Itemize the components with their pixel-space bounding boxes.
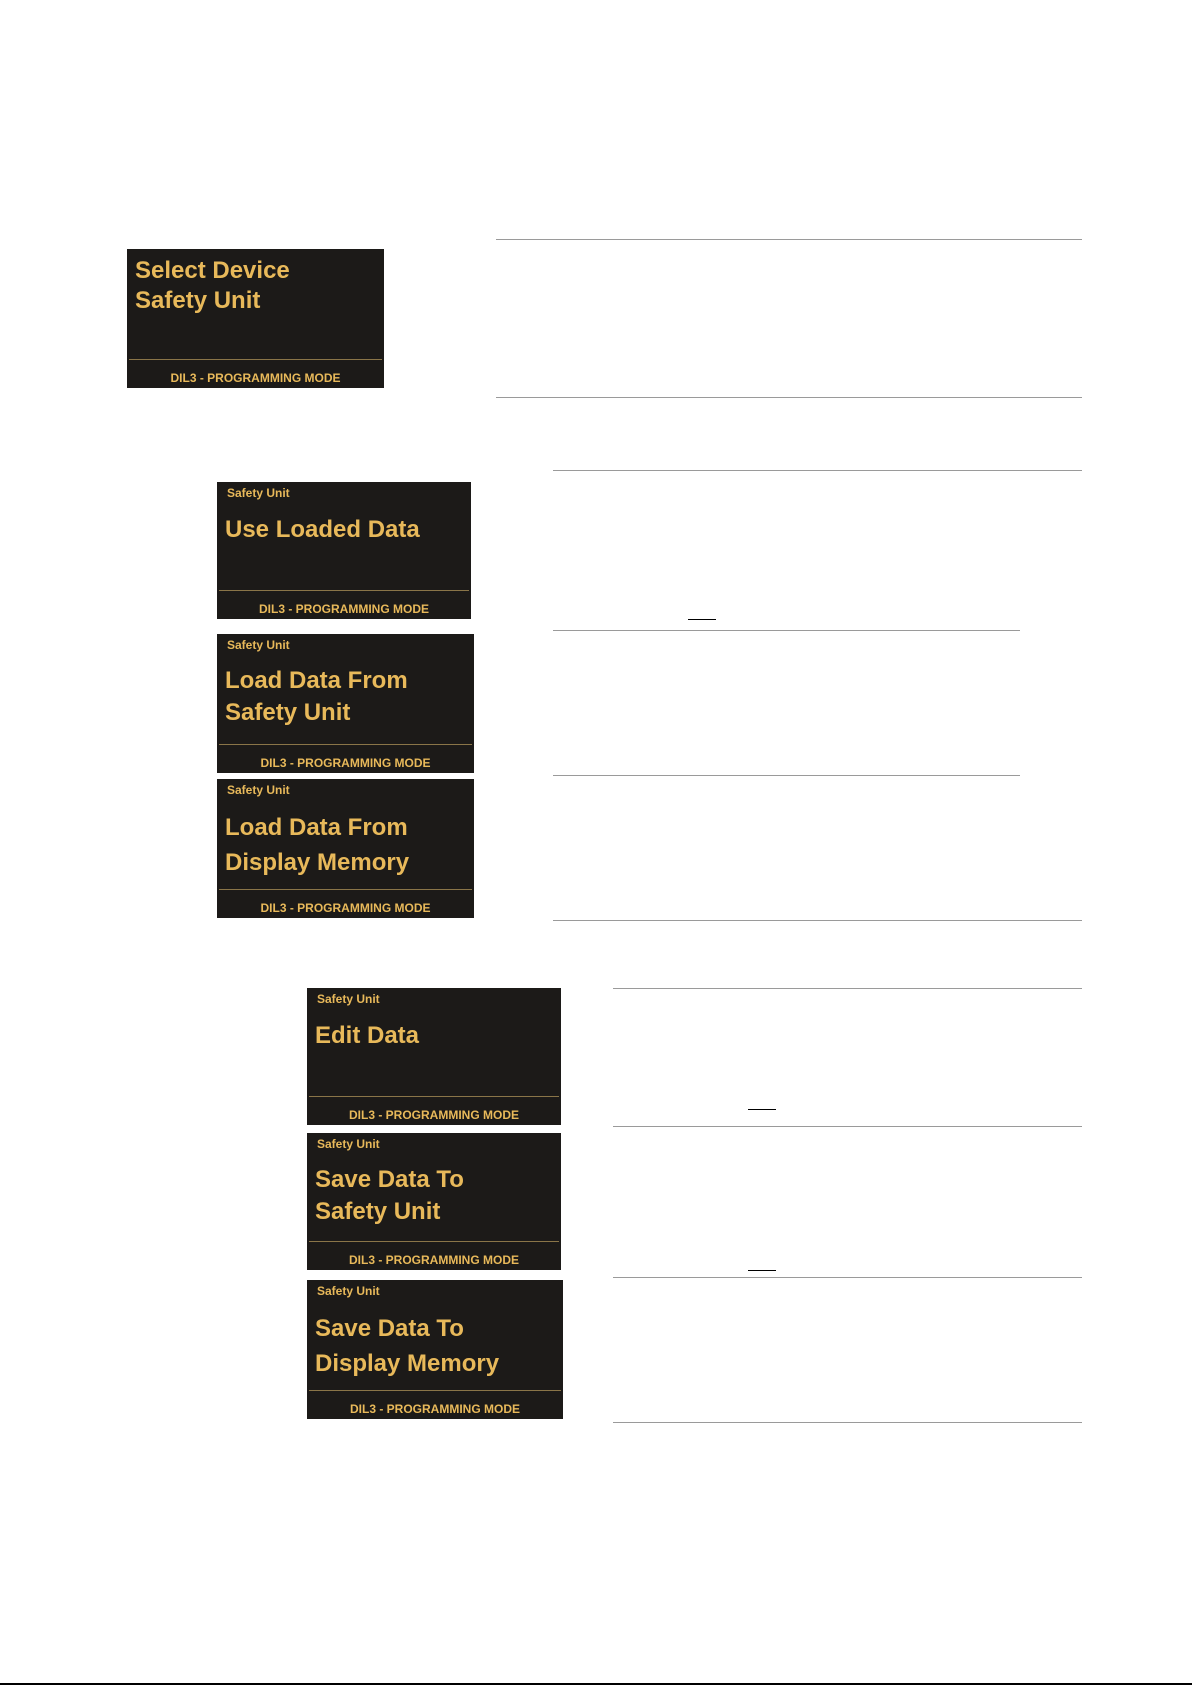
screen-title-line2: Safety Unit xyxy=(315,1198,441,1225)
underline-mark xyxy=(748,1109,776,1110)
load-from-memory-screen xyxy=(217,779,474,918)
save-to-unit-screen xyxy=(307,1133,561,1270)
programming-mode-footer: DIL3 - PROGRAMMING MODE xyxy=(349,1108,519,1122)
screen-title-line2: Safety Unit xyxy=(225,699,351,726)
screen-context-label: Safety Unit xyxy=(317,1284,380,1298)
table-rule xyxy=(553,775,1020,776)
underline-mark xyxy=(748,1270,776,1271)
edit-data-screen xyxy=(307,988,561,1125)
screen-context-label: Safety Unit xyxy=(317,1137,380,1151)
screen-title-line1: Load Data From xyxy=(225,814,408,841)
table-rule xyxy=(496,239,1082,240)
screen-divider xyxy=(219,889,472,890)
programming-mode-footer: DIL3 - PROGRAMMING MODE xyxy=(260,756,431,770)
screen-title-line1: Use Loaded Data xyxy=(225,516,420,543)
table-rule xyxy=(553,920,1082,921)
screen-title-line1: Load Data From xyxy=(225,667,408,694)
table-rule xyxy=(613,1126,1082,1127)
screen-title-line1: Save Data To xyxy=(315,1315,464,1342)
programming-mode-footer: DIL3 - PROGRAMMING MODE xyxy=(170,371,341,385)
screen-divider xyxy=(219,590,469,591)
use-loaded-data-screen xyxy=(217,482,471,619)
table-rule xyxy=(613,988,1082,989)
screen-title-line2: Safety Unit xyxy=(135,287,261,314)
screen-title-line1: Edit Data xyxy=(315,1022,420,1049)
programming-mode-footer: DIL3 - PROGRAMMING MODE xyxy=(260,901,431,915)
screen-divider xyxy=(309,1241,559,1242)
screen-context-label: Safety Unit xyxy=(317,992,380,1006)
select-device-screen xyxy=(127,249,384,388)
screen-context-label: Safety Unit xyxy=(227,783,290,797)
table-rule xyxy=(496,397,1082,398)
load-from-unit-screen xyxy=(217,634,474,773)
table-rule xyxy=(553,470,1082,471)
programming-mode-footer: DIL3 - PROGRAMMING MODE xyxy=(350,1402,520,1416)
screen-context-label: Safety Unit xyxy=(227,486,290,500)
screen-divider xyxy=(219,744,472,745)
screen-divider xyxy=(309,1390,561,1391)
table-rule xyxy=(553,630,1020,631)
screen-title-line1: Save Data To xyxy=(315,1166,464,1193)
screen-title-line2: Display Memory xyxy=(315,1350,500,1377)
screen-title-line2: Display Memory xyxy=(225,849,410,876)
save-to-memory-screen xyxy=(307,1280,563,1419)
programming-mode-footer: DIL3 - PROGRAMMING MODE xyxy=(259,602,429,616)
programming-mode-footer: DIL3 - PROGRAMMING MODE xyxy=(349,1253,519,1267)
underline-mark xyxy=(688,619,716,620)
screen-title-line1: Select Device xyxy=(135,257,290,284)
table-rule xyxy=(613,1422,1082,1423)
screen-divider xyxy=(309,1096,559,1097)
table-rule xyxy=(613,1277,1082,1278)
screen-context-label: Safety Unit xyxy=(227,638,290,652)
screen-divider xyxy=(129,359,382,360)
